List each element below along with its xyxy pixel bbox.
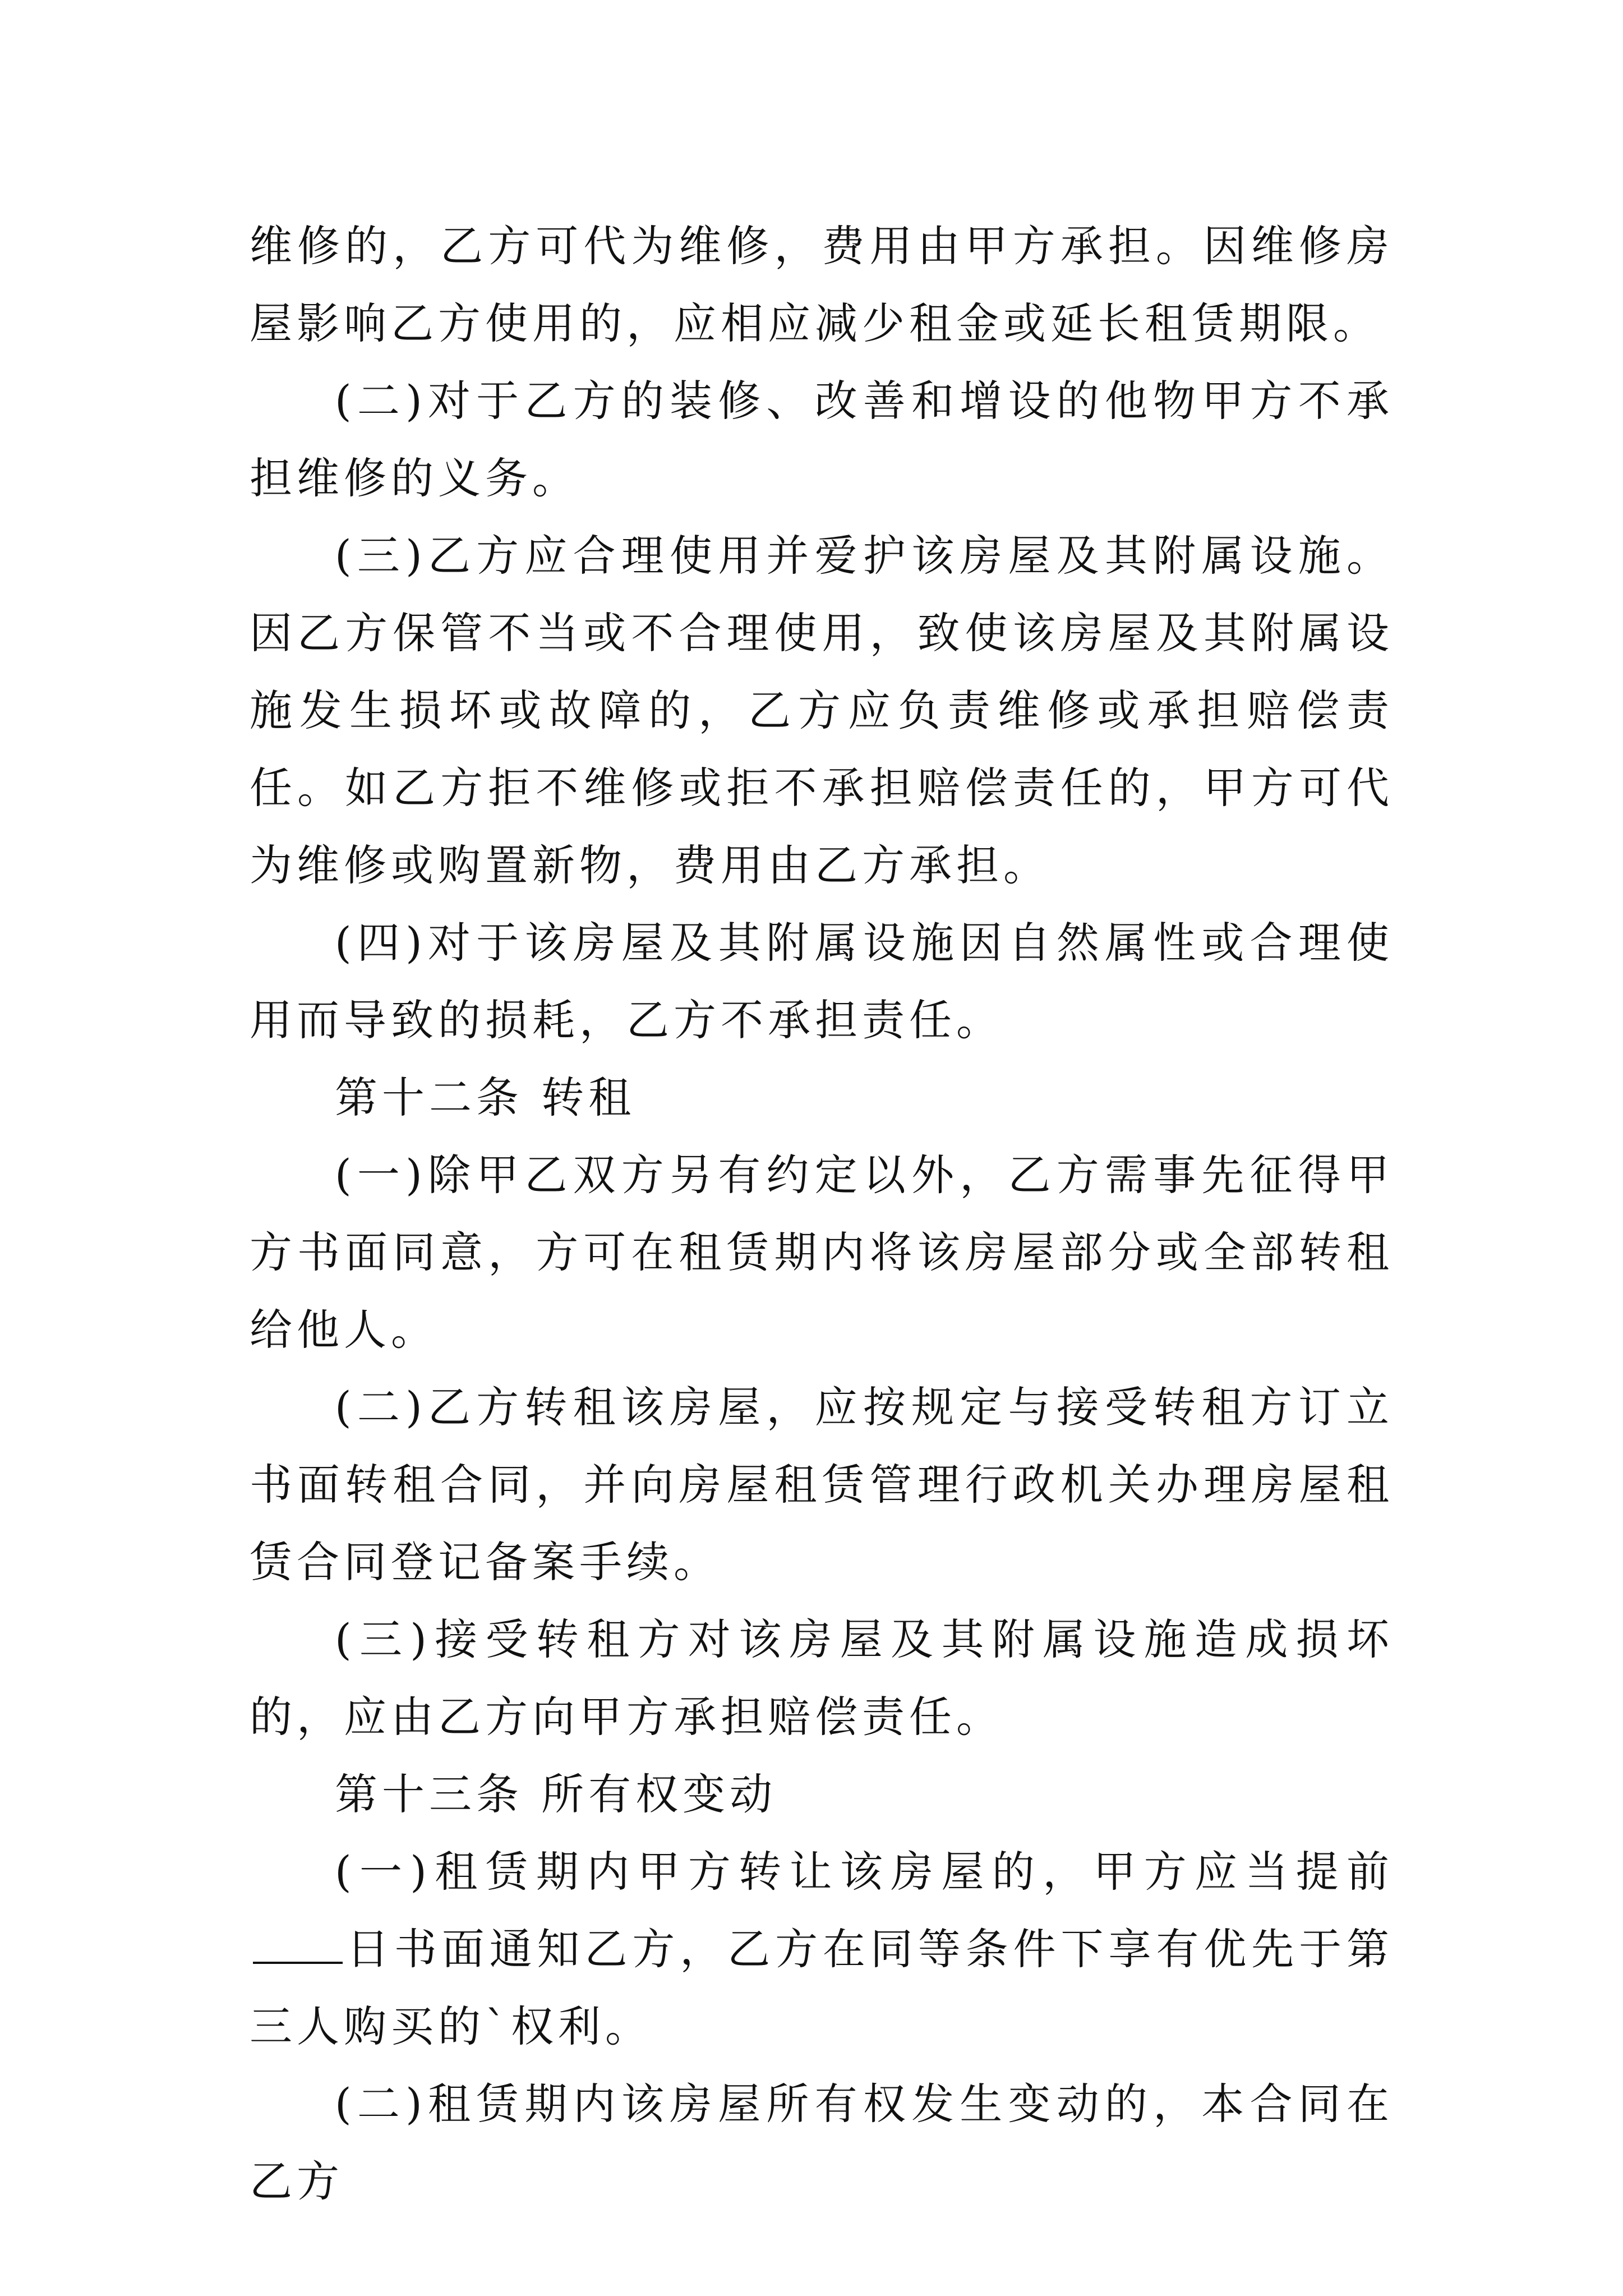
article-13-heading: 第十三条 所有权变动 [335, 1769, 777, 1819]
paragraph-sublease-consent: (一)除甲乙双方另有约定以外，乙方需事先征得甲方书面同意，方可在租赁期内将该房屋部分或全部转租给他人。 [250, 1150, 1394, 1355]
paragraph-sublease-contract: (二)乙方转租该房屋，应按规定与接受转租方订立书面转租合同，并向房屋租赁管理行政机关办理房屋租赁合同登记备案手续。 [250, 1382, 1394, 1587]
paragraph-renovation: (二)对于乙方的装修、改善和增设的他物甲方不承担维修的义务。 [250, 376, 1394, 503]
paragraph-wear: (四)对于该房屋及其附属设施因自然属性或合理使用而导致的损耗，乙方不承担责任。 [250, 918, 1394, 1045]
transfer-notice-text-b: 日书面通知乙方，乙方在同等条件下享有优先于第三人购买的`权利。 [250, 1924, 1394, 2051]
paragraph-ownership-change: (二)租赁期内该房屋所有权发生变动的，本合同在乙方 [250, 2079, 1394, 2206]
paragraph-transfer-notice [250, 1833, 1394, 2065]
paragraph-repair-cost: 维修的，乙方可代为维修，费用由甲方承担。因维修房屋影响乙方使用的，应相应减少租金或延长租赁期限。 [250, 221, 1394, 348]
paragraph-sublease-damage: (三)接受转租方对该房屋及其附属设施造成损坏的，应由乙方向甲方承担赔偿责任。 [250, 1614, 1394, 1742]
article-12-heading: 第十二条 转租 [335, 1073, 636, 1122]
transfer-notice-text-a: (一)租赁期内甲方转让该房屋的，甲方应当提前 [335, 1847, 1394, 1897]
document-page [250, 208, 1394, 2220]
days-blank-field [253, 1922, 343, 1964]
paragraph-proper-use: (三)乙方应合理使用并爱护该房屋及其附属设施。因乙方保管不当或不合理使用，致使该房屋及其附属设施发生损坏或故障的，乙方应负责维修或承担赔偿责任。如乙方拒不维修或拒不承担赔偿责任的，甲方可代为维修或购置新物，费用由乙方承担。 [250, 531, 1394, 890]
